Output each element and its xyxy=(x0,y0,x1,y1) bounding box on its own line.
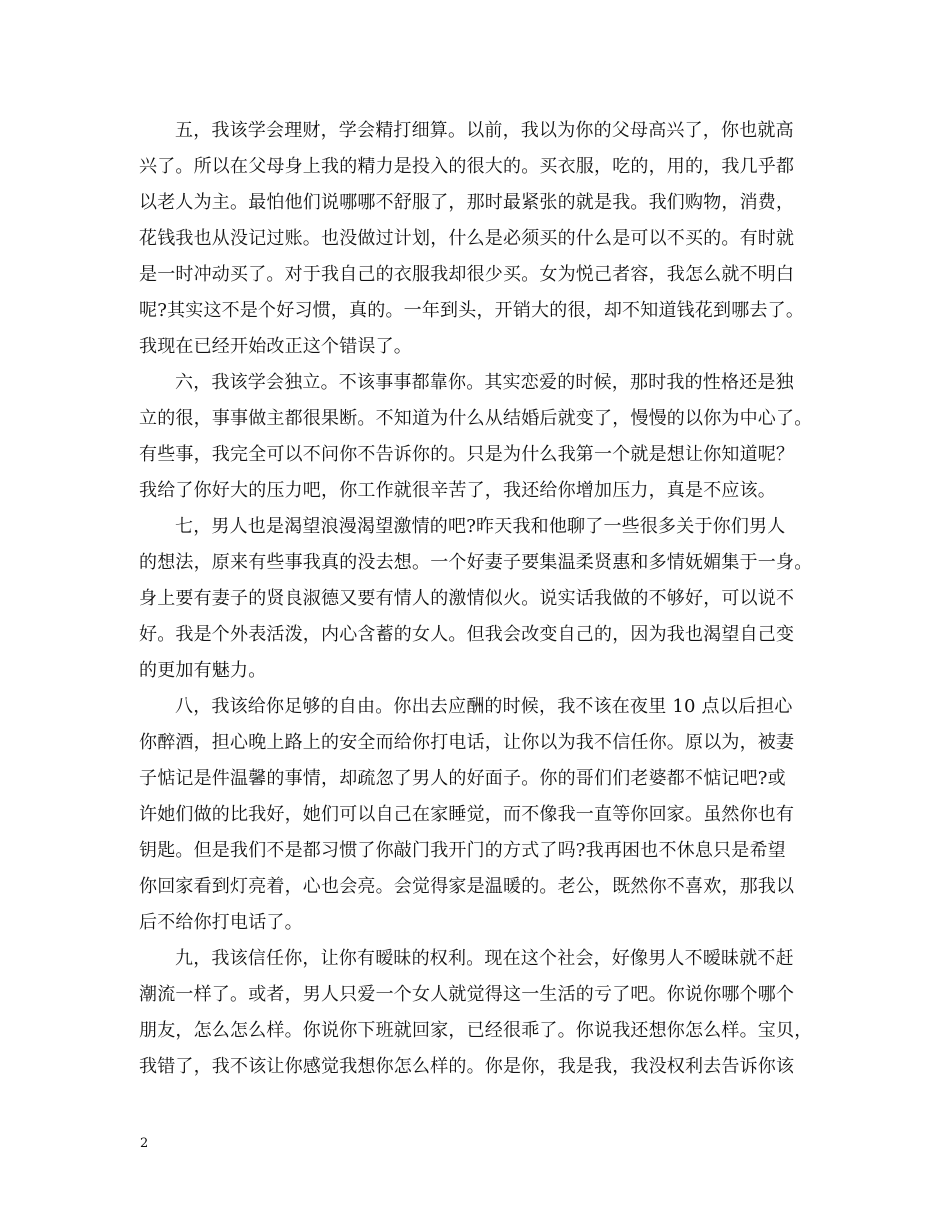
paragraph-5-line-1: 五，我该学会理财，学会精打细算。以前，我以为你的父母高兴了，你也就高 xyxy=(175,120,794,141)
paragraph-7-line-2: 的想法，原来有些事我真的没去想。一个好妻子要集温柔贤惠和多情妩媚集于一身。 xyxy=(139,552,813,573)
paragraph-7-line-1: 七，男人也是渴望浪漫渴望激情的吧?昨天我和他聊了一些很多关于你们男人 xyxy=(175,516,786,537)
paragraph-8-line-6: 你回家看到灯亮着，心也会亮。会觉得家是温暖的。老公，既然你不喜欢，那我以 xyxy=(139,876,795,897)
page-number: 2 xyxy=(140,1136,149,1151)
paragraph-8-line-5: 钥匙。但是我们不是都习惯了你敲门我开门的方式了吗?我再困也不休息只是希望 xyxy=(139,840,786,861)
paragraph-5-line-6: 呢?其实这不是个好习惯，真的。一年到头，开销大的很，却不知道钱花到哪去了。 xyxy=(139,300,805,321)
paragraph-7-line-4: 好。我是个外表活泼，内心含蓄的女人。但我会改变自己的，因为我也渴望自己变 xyxy=(139,624,795,645)
paragraph-6-line-2: 立的很，事事做主都很果断。不知道为什么从结婚后就变了，慢慢的以你为中心了。 xyxy=(139,408,813,429)
paragraph-5-line-2: 兴了。所以在父母身上我的精力是投入的很大的。买衣服，吃的，用的，我几乎都 xyxy=(139,156,795,177)
paragraph-5-line-7: 我现在已经开始改正这个错误了。 xyxy=(139,336,412,357)
paragraph-9-line-1: 九，我该信任你，让你有暧昧的权利。现在这个社会，好像男人不暧昧就不赶 xyxy=(175,948,794,969)
paragraph-8-line-1: 八，我该给你足够的自由。你出去应酬的时候，我不该在夜里 10 点以后担心 xyxy=(175,696,793,717)
paragraph-8-line-2: 你醉酒，担心晚上路上的安全而给你打电话，让你以为我不信任你。原以为，被妻 xyxy=(139,732,795,753)
paragraph-6-line-3: 有些事，我完全可以不问你不告诉你的。只是为什么我第一个就是想让你知道呢？ xyxy=(139,444,795,465)
paragraph-5-line-5: 是一时冲动买了。对于我自己的衣服我却很少买。女为悦己者容，我怎么就不明白 xyxy=(139,264,795,285)
paragraph-6-line-1: 六，我该学会独立。不该事事都靠你。其实恋爱的时候，那时我的性格还是独 xyxy=(175,372,794,393)
paragraph-9-line-3: 朋友，怎么怎么样。你说你下班就回家，已经很乖了。你说我还想你怎么样。宝贝， xyxy=(139,1020,813,1041)
paragraph-8-line-4: 许她们做的比我好，她们可以自己在家睡觉，而不像我一直等你回家。虽然你也有 xyxy=(139,804,795,825)
paragraph-9-line-2: 潮流一样了。或者，男人只爱一个女人就觉得这一生活的亏了吧。你说你哪个哪个 xyxy=(139,984,795,1005)
paragraph-6-line-4: 我给了你好大的压力吧，你工作就很辛苦了，我还给你增加压力，真是不应该。 xyxy=(139,480,776,501)
paragraph-9-line-4: 我错了，我不该让你感觉我想你怎么样的。你是你，我是我，我没权利去告诉你该 xyxy=(139,1056,795,1077)
paragraph-5-line-4: 花钱我也从没记过账。也没做过计划，什么是必须买的什么是可以不买的。有时就 xyxy=(139,228,795,249)
paragraph-8-line-7: 后不给你打电话了。 xyxy=(139,912,303,933)
paragraph-5-line-3: 以老人为主。最怕他们说哪哪不舒服了，那时最紧张的就是我。我们购物，消费， xyxy=(139,192,795,213)
paragraph-8-line-3: 子惦记是件温馨的事情，却疏忽了男人的好面子。你的哥们们老婆都不惦记吧?或 xyxy=(139,768,786,789)
paragraph-7-line-5: 的更加有魅力。 xyxy=(139,660,267,681)
paragraph-7-line-3: 身上要有妻子的贤良淑德又要有情人的激情似火。说实话我做的不够好，可以说不 xyxy=(139,588,795,609)
